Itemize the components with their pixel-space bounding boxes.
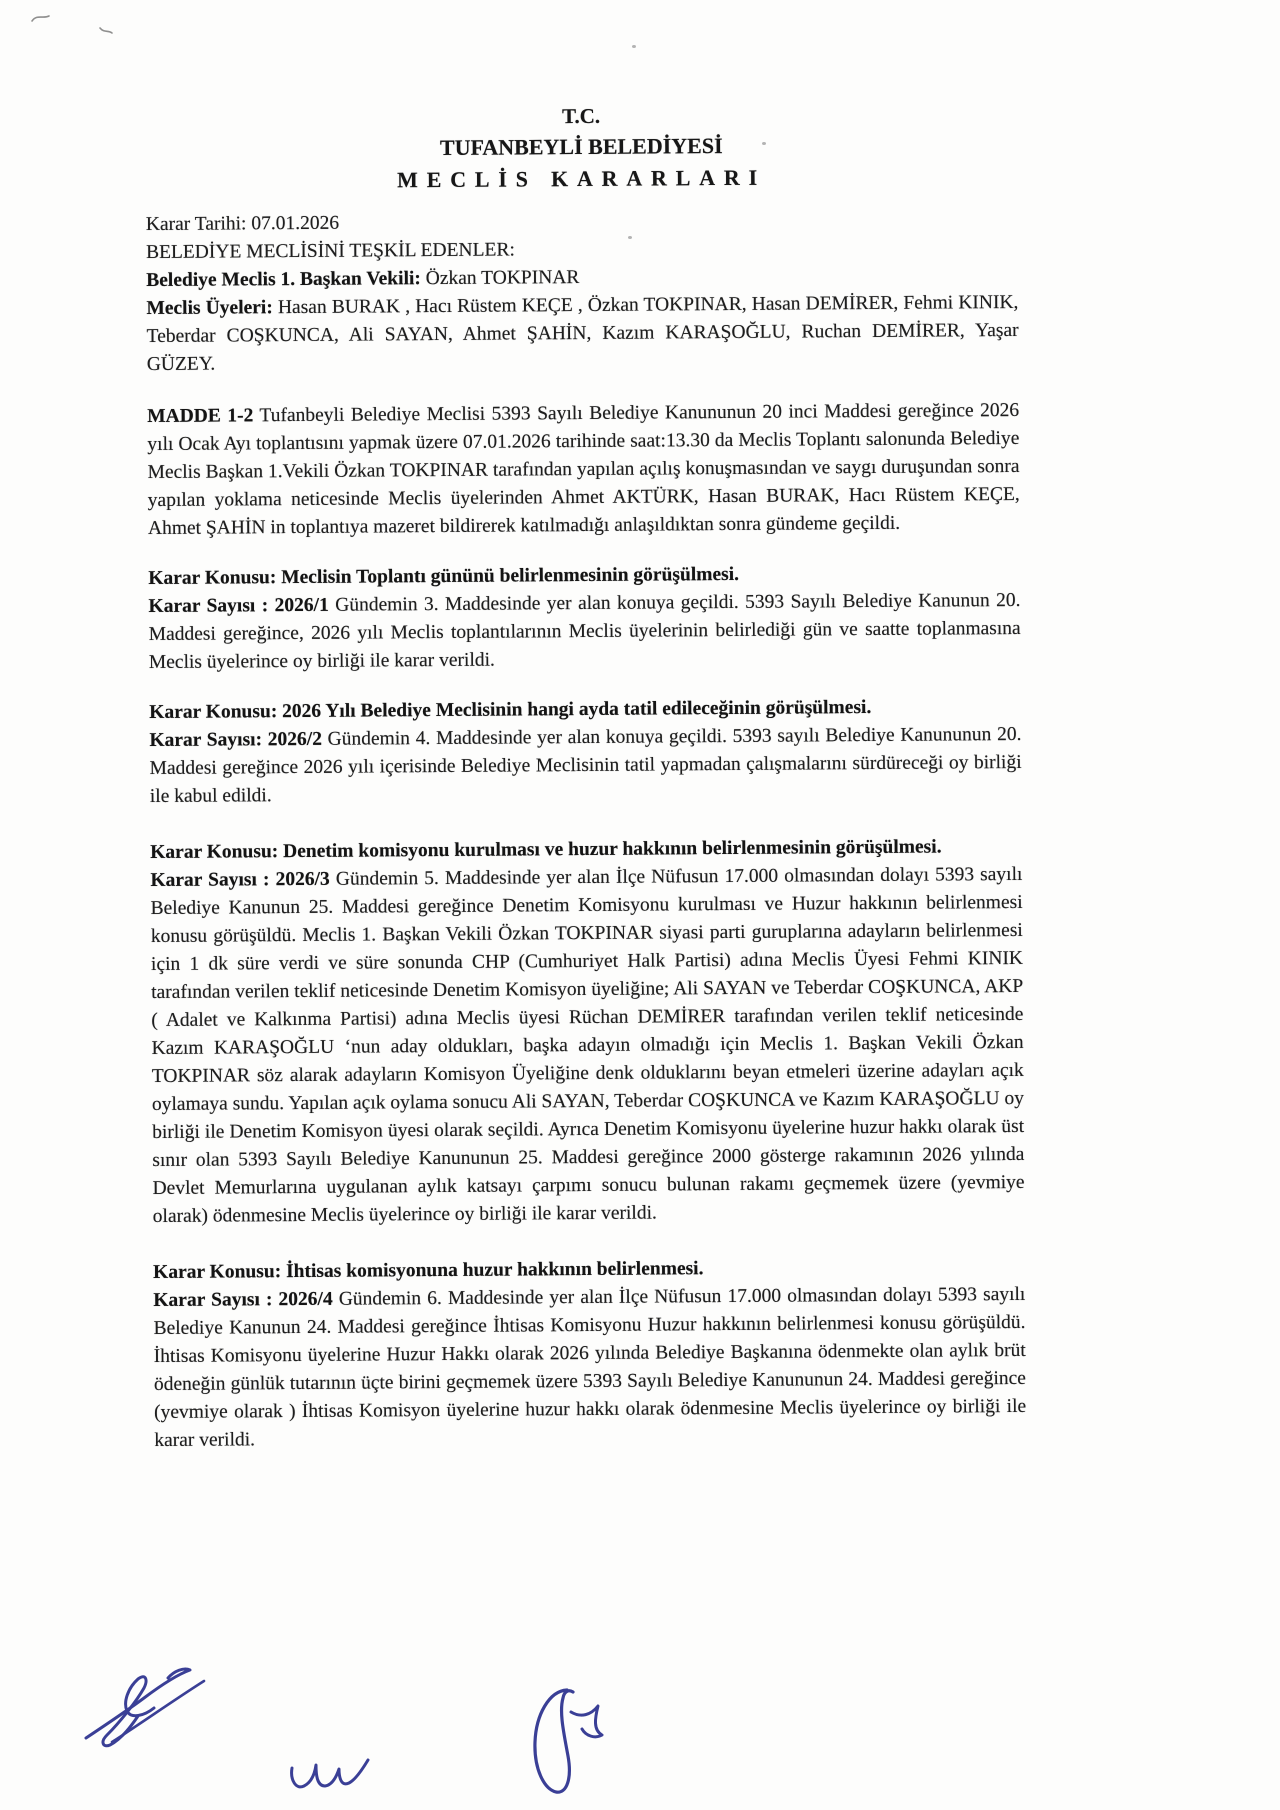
decision-number: Karar Sayısı : 2026/4 [153,1288,333,1312]
decision-number: Karar Sayısı : 2026/3 [150,868,330,892]
decision-subject: Karar Konusu: Denetim komisyonu kurulması ve huzur hakkının belirlenmesinin görüşülmesi. [150,836,942,864]
republic-abbreviation: T.C. [561,103,601,129]
council-composition-heading: BELEDİYE MECLİSİNİ TEŞKİL EDENLER: [145,239,515,264]
document-header [145,101,1018,195]
decision-block-3 [150,833,1025,1231]
decision-block-4 [153,1253,1026,1455]
decision-body [148,587,1021,677]
decision-body [149,721,1022,811]
deputy-chair-name: Özkan TOKPINAR [425,267,580,290]
scan-smudge [98,24,114,36]
handwritten-signature-left [80,1658,208,1758]
signatures-row [0,1640,1280,1810]
decision-body [153,1281,1026,1455]
handwritten-signature-right [523,1682,605,1802]
council-members-label: Meclis Üyeleri: [146,297,273,320]
decision-subject: Karar Konusu: Meclisin Toplantı gününü belirlenmesinin görüşülmesi. [148,563,740,590]
madde-paragraph [147,397,1020,543]
document-content [145,101,1026,1455]
decision-subject: Karar Konusu: 2026 Yılı Belediye Meclisinin hangi ayda tatil edileceğinin görüşülmesi. [149,696,872,724]
decision-block-1 [148,559,1021,677]
municipality-name: TUFANBEYLİ BELEDİYESİ [439,133,723,160]
decision-body [150,861,1025,1231]
scan-dot [632,45,636,48]
decision-number: Karar Sayısı : 2026/1 [148,594,329,618]
decision-text: Gündemin 5. Maddesinde yer alan İlçe Nüfusun 17.000 olmasından dolayı 5393 sayılı Belediye Kanunun 25. Maddesi gereğince Denetim Komisyonu kurulması ve Huzur hakkının belirlenmesi konusu görüşüldü. Meclis 1. Başkan Vekili Özkan TOKPINAR siyasi parti guruplarına adayların belirlenmesi için 1 dk süre verdi ve süre sonunda CHP (Cumhuriyet Halk Partisi) adına Meclis Üyesi Fehmi KINIK tarafından verilen teklif neticesinde Denetim Komisyon üyeliğine; Ali SAYAN ve Teberdar COŞKUNCA, AKP ( Adalet ve Kalkınma Partisi) adına Meclis üyesi Rüchan DEMİRER tarafından verilen teklif neticesinde Kazım KARAŞOĞLU ‘nun aday oldukları, başka adayın olmadığı için Meclis 1. Başkan Vekili Özkan TOKPINAR söz alarak adayların Komisyon Üyeliğine denk olduklarını beyan etmeleri üzerine adayları açık oylamaya sundu. Yapılan açık oylama sonucu Ali SAYAN, Teberdar COŞKUNCA ve Kazım KARAŞOĞLU oy birliği ile Denetim Komisyon üyesi olarak seçildi. Ayrıca Denetim Komisyonu üyelerine huzur hakkı olarak üst sınır olan 5393 Sayılı Belediye Kanununun 25. Maddesi gereğince 2000 gösterge rakamının 2026 yılında Devlet Memurlarına uygulanan aylık katsayı çarpımı sonucu bulunan rakamı geçmemek üzere (yevmiye olarak) ödenmesine Meclis üyelerince oy birliği ile karar verildi. [150,863,1025,1228]
decision-text: Gündemin 4. Maddesinde yer alan konuya geçildi. 5393 sayılı Belediye Kanununun 20. Maddesi gereğince 2026 yılı içerisinde Belediye Meclisinin tatil yapmadan çalışmalarını sürdüreceği oy birliği ile kabul edildi. [149,723,1022,808]
council-members-names: Hasan BURAK , Hacı Rüstem KEÇE , Özkan TOKPINAR, Hasan DEMİRER, Fehmi KINIK, Teberdar COŞKUNCA, Ali SAYAN, Ahmet ŞAHİN, Kazım KARAŞOĞLU, Ruchan DEMİRER, Yaşar GÜZEY. [146,291,1019,376]
decision-subject: Karar Konusu: İhtisas komisyonuna huzur hakkının belirlenmesi. [153,1258,704,1284]
council-members-line [146,289,1019,379]
deputy-chair-label: Belediye Meclis 1. Başkan Vekili: [146,268,421,292]
decision-number: Karar Sayısı: 2026/2 [149,728,323,752]
decision-block-2 [149,693,1022,811]
decision-date: Karar Tarihi: 07.01.2026 [145,212,340,236]
madde-text: Tufanbeyli Belediye Meclisi 5393 Sayılı Belediye Kanununun 20 inci Maddesi gereğince 2026 yılı Ocak Ayı toplantısını yapmak üzere 07.01.2026 tarihinde saat:13.30 da Meclis Toplantı salonunda Belediye Meclis Başkan 1.Vekili Özkan TOKPINAR tarafından yapılan açılış konuşmasından ve saygı duruşundan sonra yapılan yoklama neticesinde Meclis üyelerinden Ahmet AKTÜRK, Hasan BURAK, Hacı Rüstem KEÇE, Ahmet ŞAHİN in toplantıya mazeret bildirerek katılmadığı anlaşıldıktan sonra gündeme geçildi. [147,399,1020,540]
scan-smudge [30,12,52,24]
madde-label: MADDE 1-2 [147,405,254,428]
decision-text: Gündemin 3. Maddesinde yer alan konuya geçildi. 5393 Sayılı Belediye Kanunun 20. Maddesi gereğince, 2026 yılı Meclis toplantılarının Meclis üyelerinin belirlediği gün ve saatte toplanmasına Meclis üyelerince oy birliği ile karar verildi. [148,589,1021,674]
handwritten-signature-middle [286,1742,374,1798]
document-title: MECLİS KARARLARI [397,164,766,193]
decision-text: Gündemin 6. Maddesinde yer alan İlçe Nüfusun 17.000 olmasından dolayı 5393 sayılı Belediye Kanunun 24. Maddesi gereğince İhtisas Komisyonu Huzur hakkının belirlenmesi konusu görüşüldü. İhtisas Komisyonu üyelerine Huzur Hakkı olarak 2026 yılında Belediye Başkanına ödenmekte olan aylık brüt ödeneğin günlük tutarının üçte birini geçmemek üzere 5393 Sayılı Belediye Kanununun 24. Maddesi gereğince (yevmiye olarak ) İhtisas Komisyon üyelerine huzur hakkı olarak ödenmesine Meclis üyelerince oy birliği ile karar verildi. [153,1283,1027,1452]
